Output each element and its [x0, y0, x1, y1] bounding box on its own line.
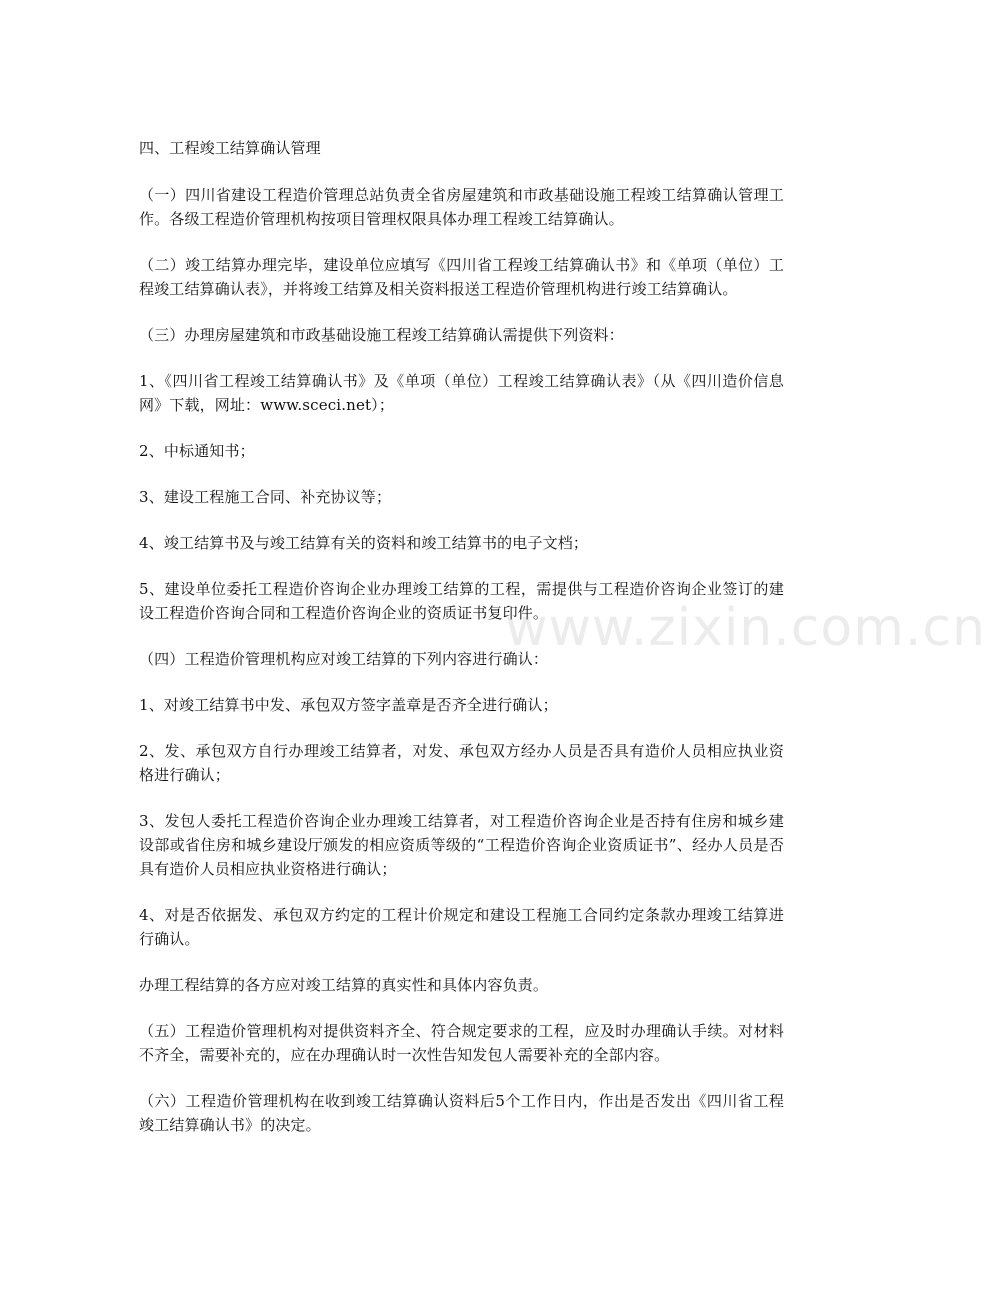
paragraph-3: （三）办理房屋建筑和市政基础设施工程竣工结算确认需提供下列资料： [139, 326, 624, 344]
list-item-4: 4、竣工结算书及与竣工结算有关的资料和竣工结算书的电子文档； [139, 534, 589, 552]
paragraph-6: （六）工程造价管理机构在收到竣工结算确认资料后5个工作日内，作出是否发出《四川省工程竣工结算确认书》的决定。 [139, 1092, 784, 1134]
responsibility-note: 办理工程结算的各方应对竣工结算的真实性和具体内容负责。 [139, 976, 549, 994]
paragraph-4: （四）工程造价管理机构应对竣工结算的下列内容进行确认： [139, 650, 549, 668]
list-item-5: 5、建设单位委托工程造价咨询企业办理竣工结算的工程，需提供与工程造价咨询企业签订的建设工程造价咨询合同和工程造价咨询企业的资质证书复印件。 [139, 580, 784, 622]
confirm-item-3: 3、发包人委托工程造价咨询企业办理竣工结算者，对工程造价咨询企业是否持有住房和城乡建设部或省住房和城乡建设厅颁发的相应资质等级的“工程造价咨询企业资质证书”、经办人员是否具有造价人员相应执业资格进行确认； [139, 812, 784, 878]
paragraph-5: （五）工程造价管理机构对提供资料齐全、符合规定要求的工程，应及时办理确认手续。对材料不齐全，需要补充的，应在办理确认时一次性告知发包人需要补充的全部内容。 [139, 1022, 784, 1064]
list-item-1: 1、《四川省工程竣工结算确认书》及《单项（单位）工程竣工结算确认表》（从《四川造价信息网》下载，网址：www.sceci.net）； [139, 372, 784, 414]
document-body [139, 136, 784, 1159]
watermark-text: www.zixin.com.cn [505, 598, 986, 658]
section-heading: 四、工程竣工结算确认管理 [139, 139, 321, 157]
paragraph-1: （一）四川省建设工程造价管理总站负责全省房屋建筑和市政基础设施工程竣工结算确认管理工作。各级工程造价管理机构按项目管理权限具体办理工程竣工结算确认。 [139, 186, 784, 228]
list-item-2: 2、中标通知书； [139, 442, 255, 460]
list-item-3: 3、建设工程施工合同、补充协议等； [139, 488, 392, 506]
confirm-item-4: 4、对是否依据发、承包双方约定的工程计价规定和建设工程施工合同约定条款办理竣工结算进行确认。 [139, 906, 784, 948]
confirm-item-2: 2、发、承包双方自行办理竣工结算者，对发、承包双方经办人员是否具有造价人员相应执业资格进行确认； [139, 742, 784, 784]
confirm-item-1: 1、对竣工结算书中发、承包双方签字盖章是否齐全进行确认； [139, 696, 558, 714]
paragraph-2: （二）竣工结算办理完毕，建设单位应填写《四川省工程竣工结算确认书》和《单项（单位）工程竣工结算确认表》，并将竣工结算及相关资料报送工程造价管理机构进行竣工结算确认。 [139, 256, 784, 298]
